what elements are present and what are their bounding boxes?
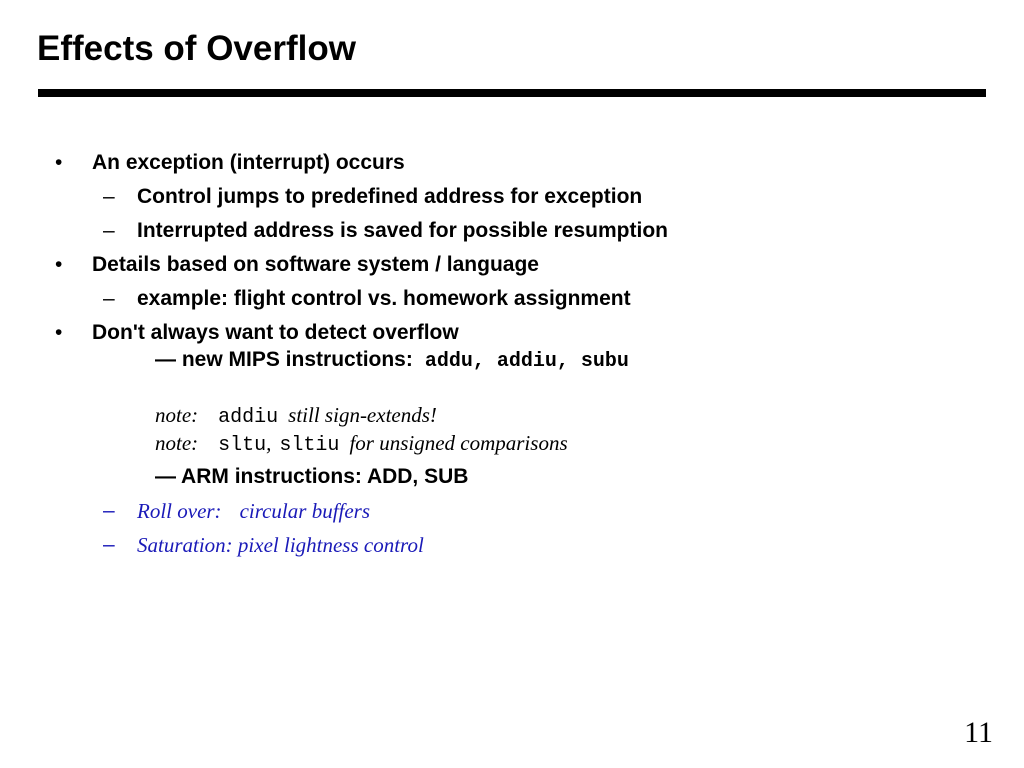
arm-instructions-line: — ARM instructions: ADD, SUB bbox=[155, 465, 469, 488]
note-addiu bbox=[155, 402, 437, 431]
roll-over-label: Roll over: bbox=[137, 499, 222, 523]
roll-over-text: circular buffers bbox=[239, 499, 371, 523]
dash-marker: – bbox=[103, 219, 115, 242]
bullet-marker: • bbox=[55, 253, 63, 276]
bullet-marker: • bbox=[55, 151, 63, 174]
note-code-sltu: sltu bbox=[218, 434, 267, 457]
note-label: note: bbox=[155, 403, 199, 427]
title-divider bbox=[38, 89, 986, 97]
note-comma: , bbox=[266, 431, 272, 455]
dash-marker: – bbox=[103, 185, 115, 208]
dash-marker: – bbox=[103, 533, 115, 556]
bullet-dont-detect: Don't always want to detect overflow bbox=[92, 321, 459, 344]
sub-bullet-example: example: flight control vs. homework assignment bbox=[137, 287, 631, 310]
page-number: 11 bbox=[964, 716, 993, 749]
mips-instruction-list: addu, addiu, subu bbox=[424, 350, 629, 373]
saturation-item: Saturation: pixel lightness control bbox=[137, 533, 424, 557]
note-label: note: bbox=[155, 431, 199, 455]
note-sltu bbox=[155, 430, 568, 459]
note-text: for unsigned comparisons bbox=[349, 431, 568, 455]
bullet-exception: An exception (interrupt) occurs bbox=[92, 151, 405, 174]
sub-bullet-interrupted-address: Interrupted address is saved for possible resumption bbox=[137, 219, 668, 242]
note-code-addiu: addiu bbox=[218, 406, 279, 429]
note-text: still sign-extends! bbox=[288, 403, 437, 427]
mips-instructions-line bbox=[155, 347, 629, 375]
slide-title: Effects of Overflow bbox=[37, 29, 356, 68]
sub-bullet-control-jumps: Control jumps to predefined address for exception bbox=[137, 185, 643, 208]
bullet-details: Details based on software system / language bbox=[92, 253, 539, 276]
dash-marker: – bbox=[103, 499, 115, 522]
note-code-sltiu: sltiu bbox=[279, 434, 340, 457]
roll-over-item bbox=[137, 498, 370, 524]
bullet-marker: • bbox=[55, 321, 63, 344]
mips-prefix: — new MIPS instructions: bbox=[155, 348, 413, 371]
dash-marker: – bbox=[103, 287, 115, 310]
